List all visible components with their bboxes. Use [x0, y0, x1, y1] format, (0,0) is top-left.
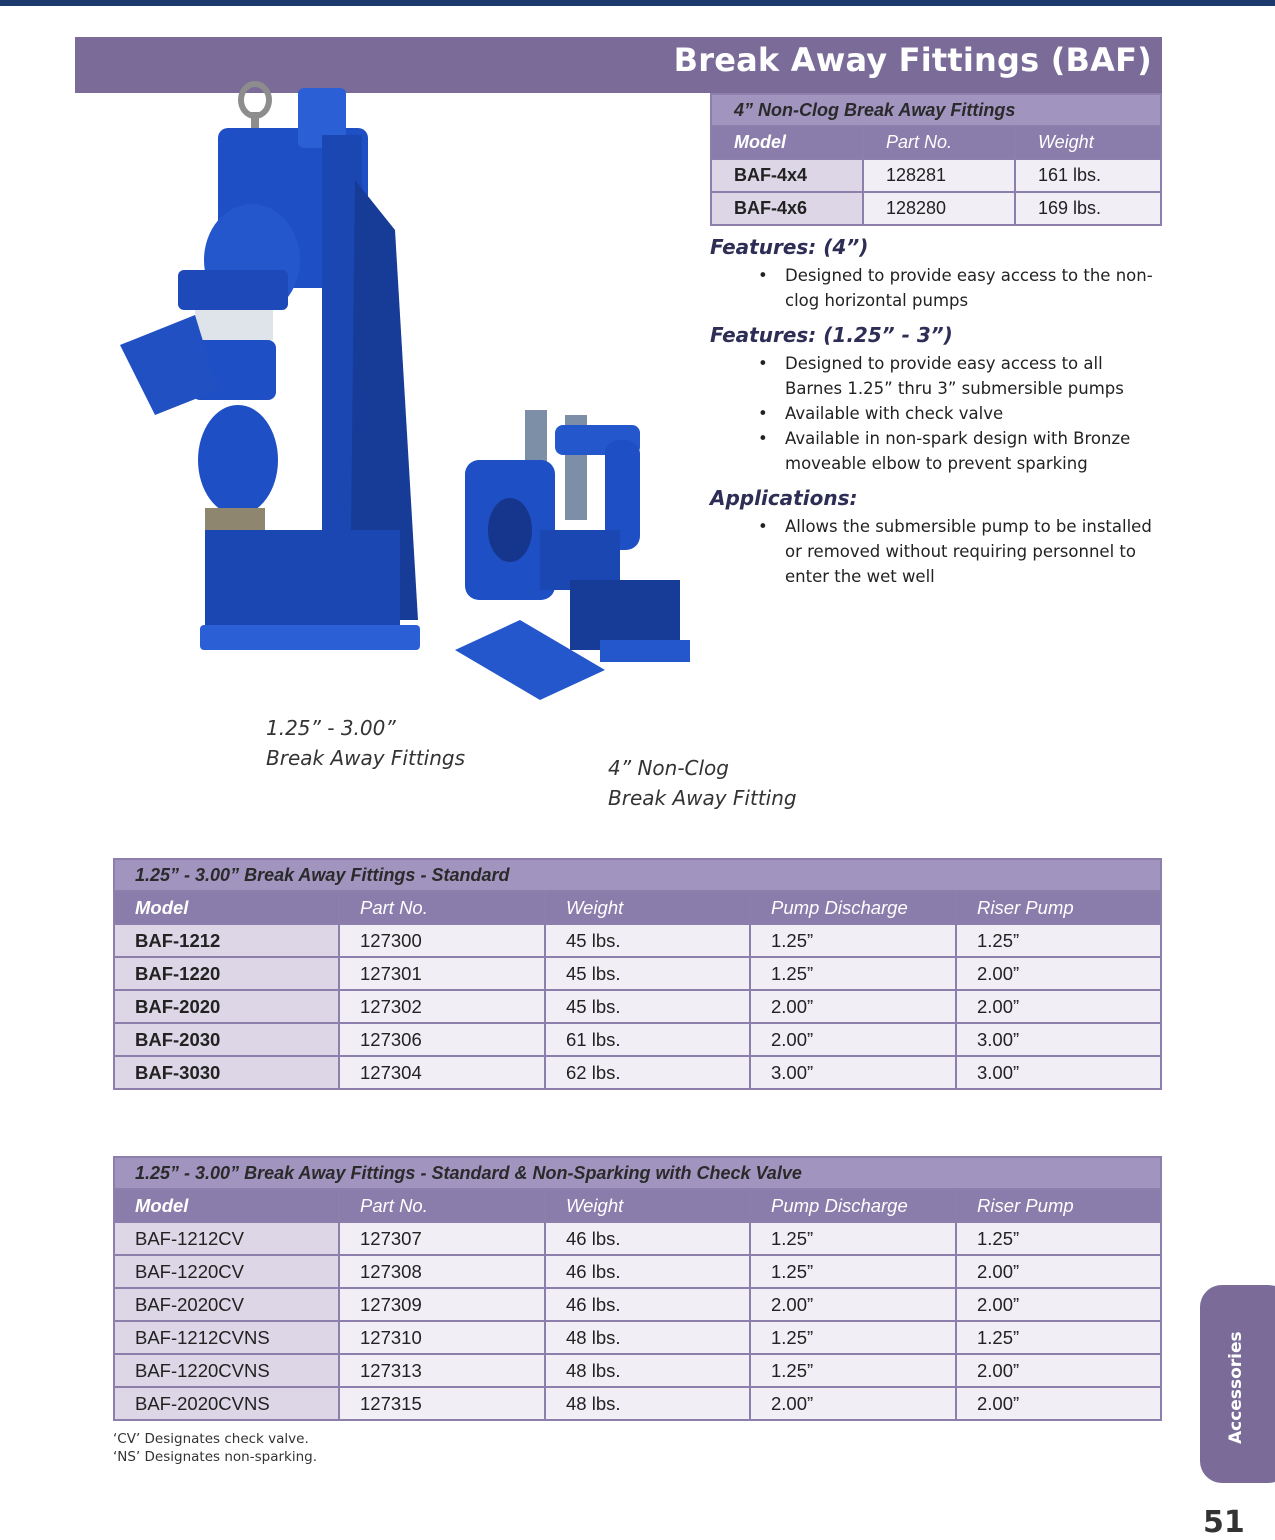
- product-photo: [100, 60, 720, 780]
- header-part-no: Part No.: [863, 126, 1015, 159]
- standard-table: [113, 858, 1162, 1090]
- table-row: BAF-4x4 128281 161 lbs.: [711, 159, 1161, 192]
- header-part-no: Part No.: [339, 1189, 545, 1222]
- table-row: BAF-2020 127302 45 lbs. 2.00” 2.00”: [114, 990, 1161, 1023]
- list-item: • Available with check valve: [758, 404, 1004, 423]
- header-weight: Weight: [545, 1189, 750, 1222]
- small-fitting-illustration: [120, 84, 420, 650]
- table-row: BAF-1212 127300 45 lbs. 1.25” 1.25”: [114, 924, 1161, 957]
- header-riser-pump: Riser Pump: [956, 891, 1161, 924]
- page-title: Break Away Fittings (BAF): [673, 41, 1152, 79]
- header-model: Model: [114, 1189, 339, 1222]
- nonclog-fitting-illustration: [455, 410, 690, 700]
- table-header-row: [711, 126, 1161, 159]
- table-header-row: [114, 1189, 1161, 1222]
- nonclog-table: [710, 93, 1162, 226]
- applications-list: [710, 514, 1160, 589]
- table-caption: 4” Non-Clog Break Away Fittings: [711, 94, 1161, 126]
- list-item: • Allows the submersible pump to be installed or removed without requiring personnel to enter the wet well: [758, 517, 1152, 586]
- header-part-no: Part No.: [339, 891, 545, 924]
- table-row: BAF-1212CVNS 127310 48 lbs. 1.25” 1.25”: [114, 1321, 1161, 1354]
- features-small-heading: Features: (1.25” - 3”): [710, 323, 953, 347]
- table-row: BAF-4x6 128280 169 lbs.: [711, 192, 1161, 225]
- header-model: Model: [711, 126, 863, 159]
- features-4in-heading: Features: (4”): [710, 235, 869, 259]
- header-pump-discharge: Pump Discharge: [750, 891, 956, 924]
- header-pump-discharge: Pump Discharge: [750, 1189, 956, 1222]
- header-model: Model: [114, 891, 339, 924]
- caption-small-fitting: 1.25” - 3.00” Break Away Fittings: [266, 716, 466, 770]
- table-row: BAF-2020CVNS 127315 48 lbs. 2.00” 2.00”: [114, 1387, 1161, 1420]
- footnote-cv: ‘CV’ Designates check valve.: [113, 1431, 309, 1447]
- list-item: • Designed to provide easy access to all Barnes 1.25” thru 3” submersible pumps: [758, 354, 1124, 398]
- table-caption-row: [114, 1157, 1161, 1189]
- table-caption-row: [114, 859, 1161, 891]
- header-riser-pump: Riser Pump: [956, 1189, 1161, 1222]
- top-bar: [0, 0, 1275, 6]
- table-caption-row: [711, 94, 1161, 126]
- header-weight: Weight: [1015, 126, 1161, 159]
- table-row: BAF-1220CV 127308 46 lbs. 1.25” 2.00”: [114, 1255, 1161, 1288]
- table-row: BAF-1220 127301 45 lbs. 1.25” 2.00”: [114, 957, 1161, 990]
- footnotes: [113, 1430, 317, 1466]
- table-header-row: [114, 891, 1161, 924]
- header-weight: Weight: [545, 891, 750, 924]
- table-row: BAF-2030 127306 61 lbs. 2.00” 3.00”: [114, 1023, 1161, 1056]
- table-row: BAF-3030 127304 62 lbs. 3.00” 3.00”: [114, 1056, 1161, 1089]
- applications-heading: Applications:: [710, 486, 858, 510]
- section-tab-label: Accessories: [1226, 1331, 1246, 1444]
- table-row: BAF-1220CVNS 127313 48 lbs. 1.25” 2.00”: [114, 1354, 1161, 1387]
- table-caption: 1.25” - 3.00” Break Away Fittings - Standard & Non-Sparking with Check Valve: [114, 1157, 1161, 1189]
- table-row: BAF-1212CV 127307 46 lbs. 1.25” 1.25”: [114, 1222, 1161, 1255]
- footnote-ns: ‘NS’ Designates non-sparking.: [113, 1449, 318, 1465]
- table-row: BAF-2020CV 127309 46 lbs. 2.00” 2.00”: [114, 1288, 1161, 1321]
- features-small-list: [710, 351, 1160, 476]
- list-item: • Designed to provide easy access to the non-clog horizontal pumps: [758, 266, 1153, 310]
- caption-nonclog-fitting: 4” Non-Clog Break Away Fitting: [608, 756, 797, 810]
- list-item: • Available in non-spark design with Bronze moveable elbow to prevent sparking: [758, 429, 1131, 473]
- features-section: [710, 235, 1160, 599]
- table-caption: 1.25” - 3.00” Break Away Fittings - Standard: [114, 859, 1161, 891]
- checkvalve-table: [113, 1156, 1162, 1421]
- page-number: 51: [1203, 1505, 1245, 1540]
- features-4in-list: [710, 263, 1160, 313]
